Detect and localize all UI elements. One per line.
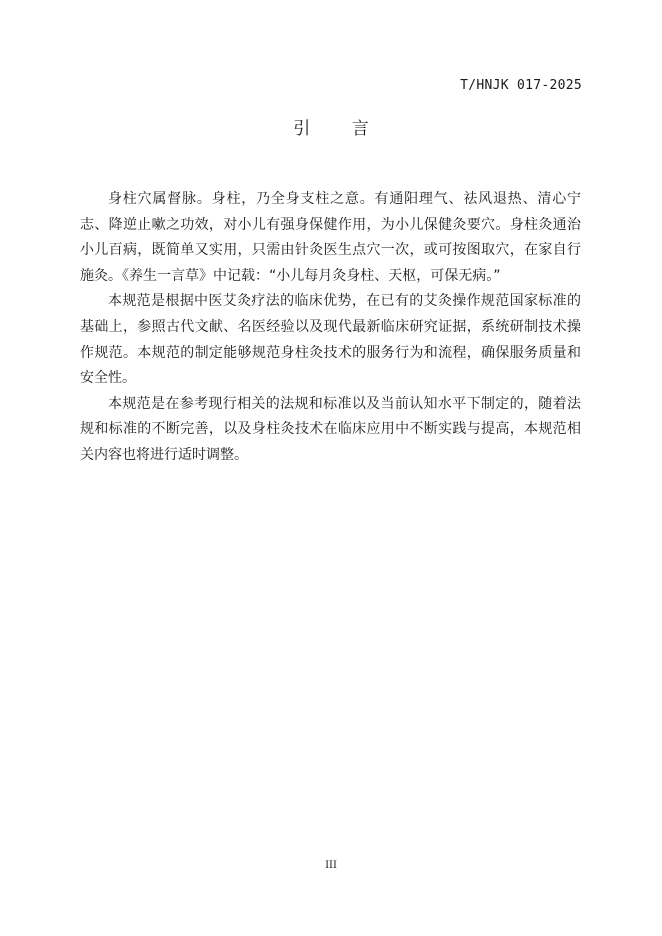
paragraph-2: 本规范是根据中医艾灸疗法的临床优势，在已有的艾灸操作规范国家标准的基础上，参照古代文献、名医经验以及现代最新临床研究证据，系统研制技术操作规范。本规范的制定能够规范身柱灸技术的服务行为和流程，确保服务质量和安全性。 <box>80 293 581 387</box>
paragraph-1: 身柱穴属督脉。身柱，乃全身支柱之意。有通阳理气、祛风退热、清心宁志、降逆止嗽之功效，对小儿有强身保健作用，为小儿保健灸要穴。身柱灸通治小儿百病，既简单又实用，只需由针灸医生点穴一次，或可按图取穴，在家自行施灸。《养生一言草》中记载：“小儿每月灸身柱、天枢，可保无病。” <box>80 191 581 284</box>
page-number: III <box>325 860 337 871</box>
introduction-body <box>80 187 581 469</box>
standard-code: T/HNJK 017-2025 <box>460 78 582 93</box>
paragraph-3: 本规范是在参考现行相关的法规和标准以及当前认知水平下制定的，随着法规和标准的不断完善，以及身柱灸技术在临床应用中不断实践与提高，本规范相关内容也将进行适时调整。 <box>80 395 581 463</box>
section-title: 引 言 <box>293 119 387 139</box>
